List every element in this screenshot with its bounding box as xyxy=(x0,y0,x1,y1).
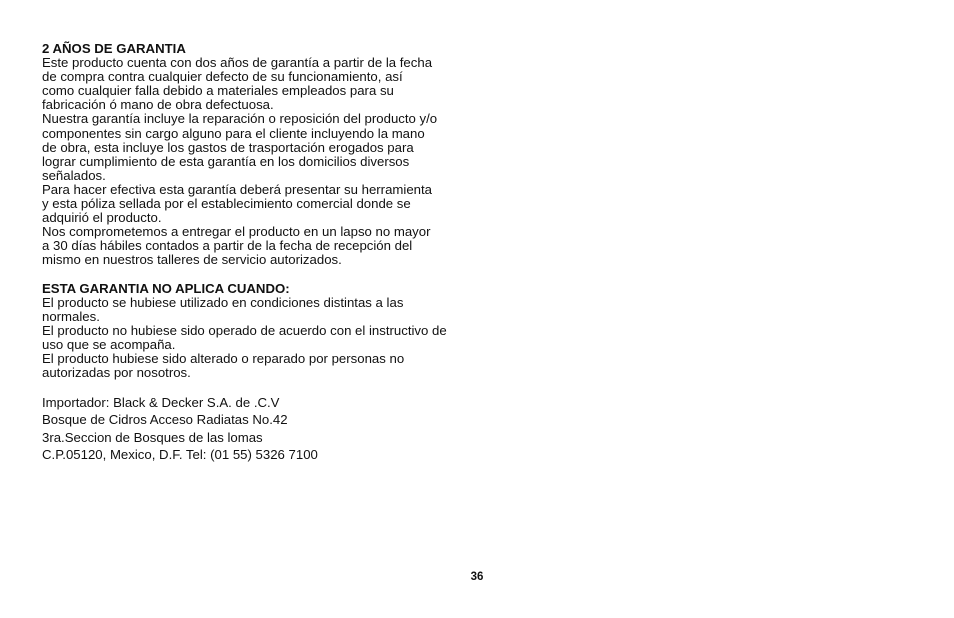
warranty-heading: 2 AÑOS DE GARANTIA xyxy=(42,41,186,56)
text-line: Para hacer efectiva esta garantía deberá presentar su herramienta xyxy=(42,181,432,197)
text-line: a 30 días hábiles contados a partir de la fecha de recepción del xyxy=(42,238,413,254)
exclusion-item xyxy=(42,296,472,324)
text-line: señalados. xyxy=(42,167,106,183)
text-line: componentes sin cargo alguno para el cliente incluyendo la mano xyxy=(42,125,425,141)
text-line: Nuestra garantía incluye la reparación o reposición del producto y/o xyxy=(42,111,438,127)
text-line: El producto no hubiese sido operado de acuerdo con el instructivo de xyxy=(42,322,447,338)
importer-address xyxy=(42,394,472,463)
text-line: Este producto cuenta con dos años de garantía a partir de la fecha xyxy=(42,55,433,71)
text-line: como cualquier falla debido a materiales empleados para su xyxy=(42,83,394,99)
warranty-section xyxy=(42,42,472,268)
text-line: El producto hubiese sido alterado o reparado por personas no xyxy=(42,350,405,366)
exclusion-item xyxy=(42,324,472,352)
warranty-paragraph-coverage xyxy=(42,56,472,112)
document-page xyxy=(42,42,472,463)
spacer xyxy=(42,268,472,282)
spacer xyxy=(42,380,472,394)
text-line: y esta póliza sellada por el establecimiento comercial donde se xyxy=(42,196,411,212)
exclusions-section xyxy=(42,282,472,381)
importer-postal-phone-line: C.P.05120, Mexico, D.F. Tel: (01 55) 5326 7100 xyxy=(42,447,318,463)
text-line: de compra contra cualquier defecto de su funcionamiento, así xyxy=(42,69,403,85)
exclusion-item xyxy=(42,352,472,380)
text-line: autorizadas por nosotros. xyxy=(42,365,191,381)
importer-name-line: Importador: Black & Decker S.A. de .C.V xyxy=(42,395,280,411)
text-line: mismo en nuestros talleres de servicio autorizados. xyxy=(42,252,342,268)
text-line: fabricación ó mano de obra defectuosa. xyxy=(42,97,274,113)
page-number: 36 xyxy=(470,571,484,583)
text-line: uso que se acompaña. xyxy=(42,336,176,352)
text-line: adquirió el producto. xyxy=(42,210,162,226)
importer-street-line: Bosque de Cidros Acceso Radiatas No.42 xyxy=(42,412,288,428)
warranty-paragraph-delivery xyxy=(42,225,472,267)
text-line: lograr cumplimiento de esta garantía en los domicilios diversos xyxy=(42,153,410,169)
text-line: El producto se hubiese utilizado en condiciones distintas a las xyxy=(42,294,404,310)
text-line: Nos comprometemos a entregar el producto en un lapso no mayor xyxy=(42,224,431,240)
warranty-paragraph-claim xyxy=(42,183,472,225)
warranty-paragraph-repair xyxy=(42,112,472,182)
exclusions-heading: ESTA GARANTIA NO APLICA CUANDO: xyxy=(42,280,290,296)
text-line: normales. xyxy=(42,308,100,324)
text-line: de obra, esta incluye los gastos de trasportación erogados para xyxy=(42,139,414,155)
importer-district-line: 3ra.Seccion de Bosques de las lomas xyxy=(42,429,263,445)
